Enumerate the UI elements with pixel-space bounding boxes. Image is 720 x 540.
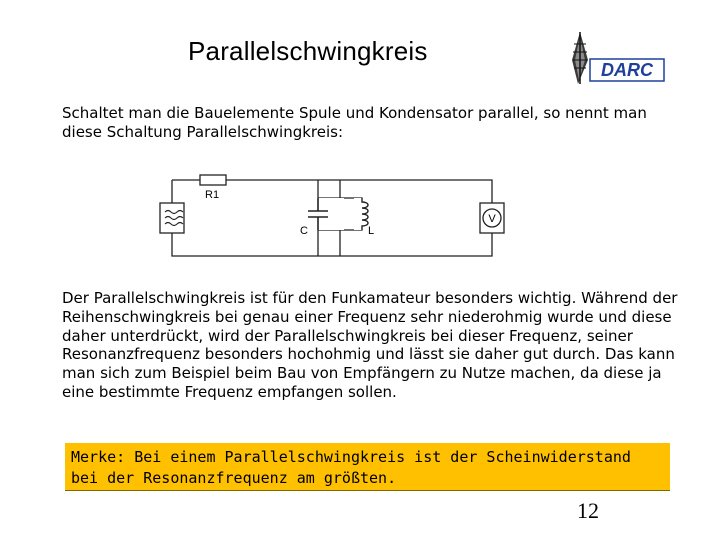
voltmeter-label: V <box>488 213 496 225</box>
intro-paragraph: Schaltet man die Bauelemente Spule und Kondensator parallel, so nennt man diese Schaltung Parallelschwingkreis: <box>62 104 647 141</box>
page-number: 12 <box>577 498 599 523</box>
circuit-diagram <box>150 168 530 268</box>
resistor-label: R1 <box>205 189 220 201</box>
darc-logo <box>566 30 666 86</box>
merke-box: Merke: Bei einem Parallelschwingkreis ist der Scheinwiderstand bei der Resonanzfrequenz am größten. <box>65 443 670 491</box>
slide-title: Parallelschwingkreis <box>188 36 428 66</box>
capacitor-icon <box>308 198 344 230</box>
body-paragraph: Der Parallelschwingkreis ist für den Funkamateur besonders wichtig. Während der Reihenschwingkreis bei genau einer Frequenz sehr niederohmig wurde und diese daher unterdrückt, wird der Parallelschwingkreis bei dieser Frequenz, seiner Resonanzfrequenz besonders hochohmig und lässt sie daher gut durch. Das kann man sich zum Beispiel beim Bau von Empfängern zu Nutze machen, da diese ja eine bestimmte Frequenz empfangen sollen. <box>62 289 678 401</box>
capacitor-label: C <box>300 225 308 237</box>
logo-text: DARC <box>601 60 653 80</box>
antenna-icon <box>572 32 588 84</box>
resistor-icon <box>200 175 226 185</box>
ac-source-icon <box>160 203 184 233</box>
inductor-label: L <box>368 225 375 237</box>
